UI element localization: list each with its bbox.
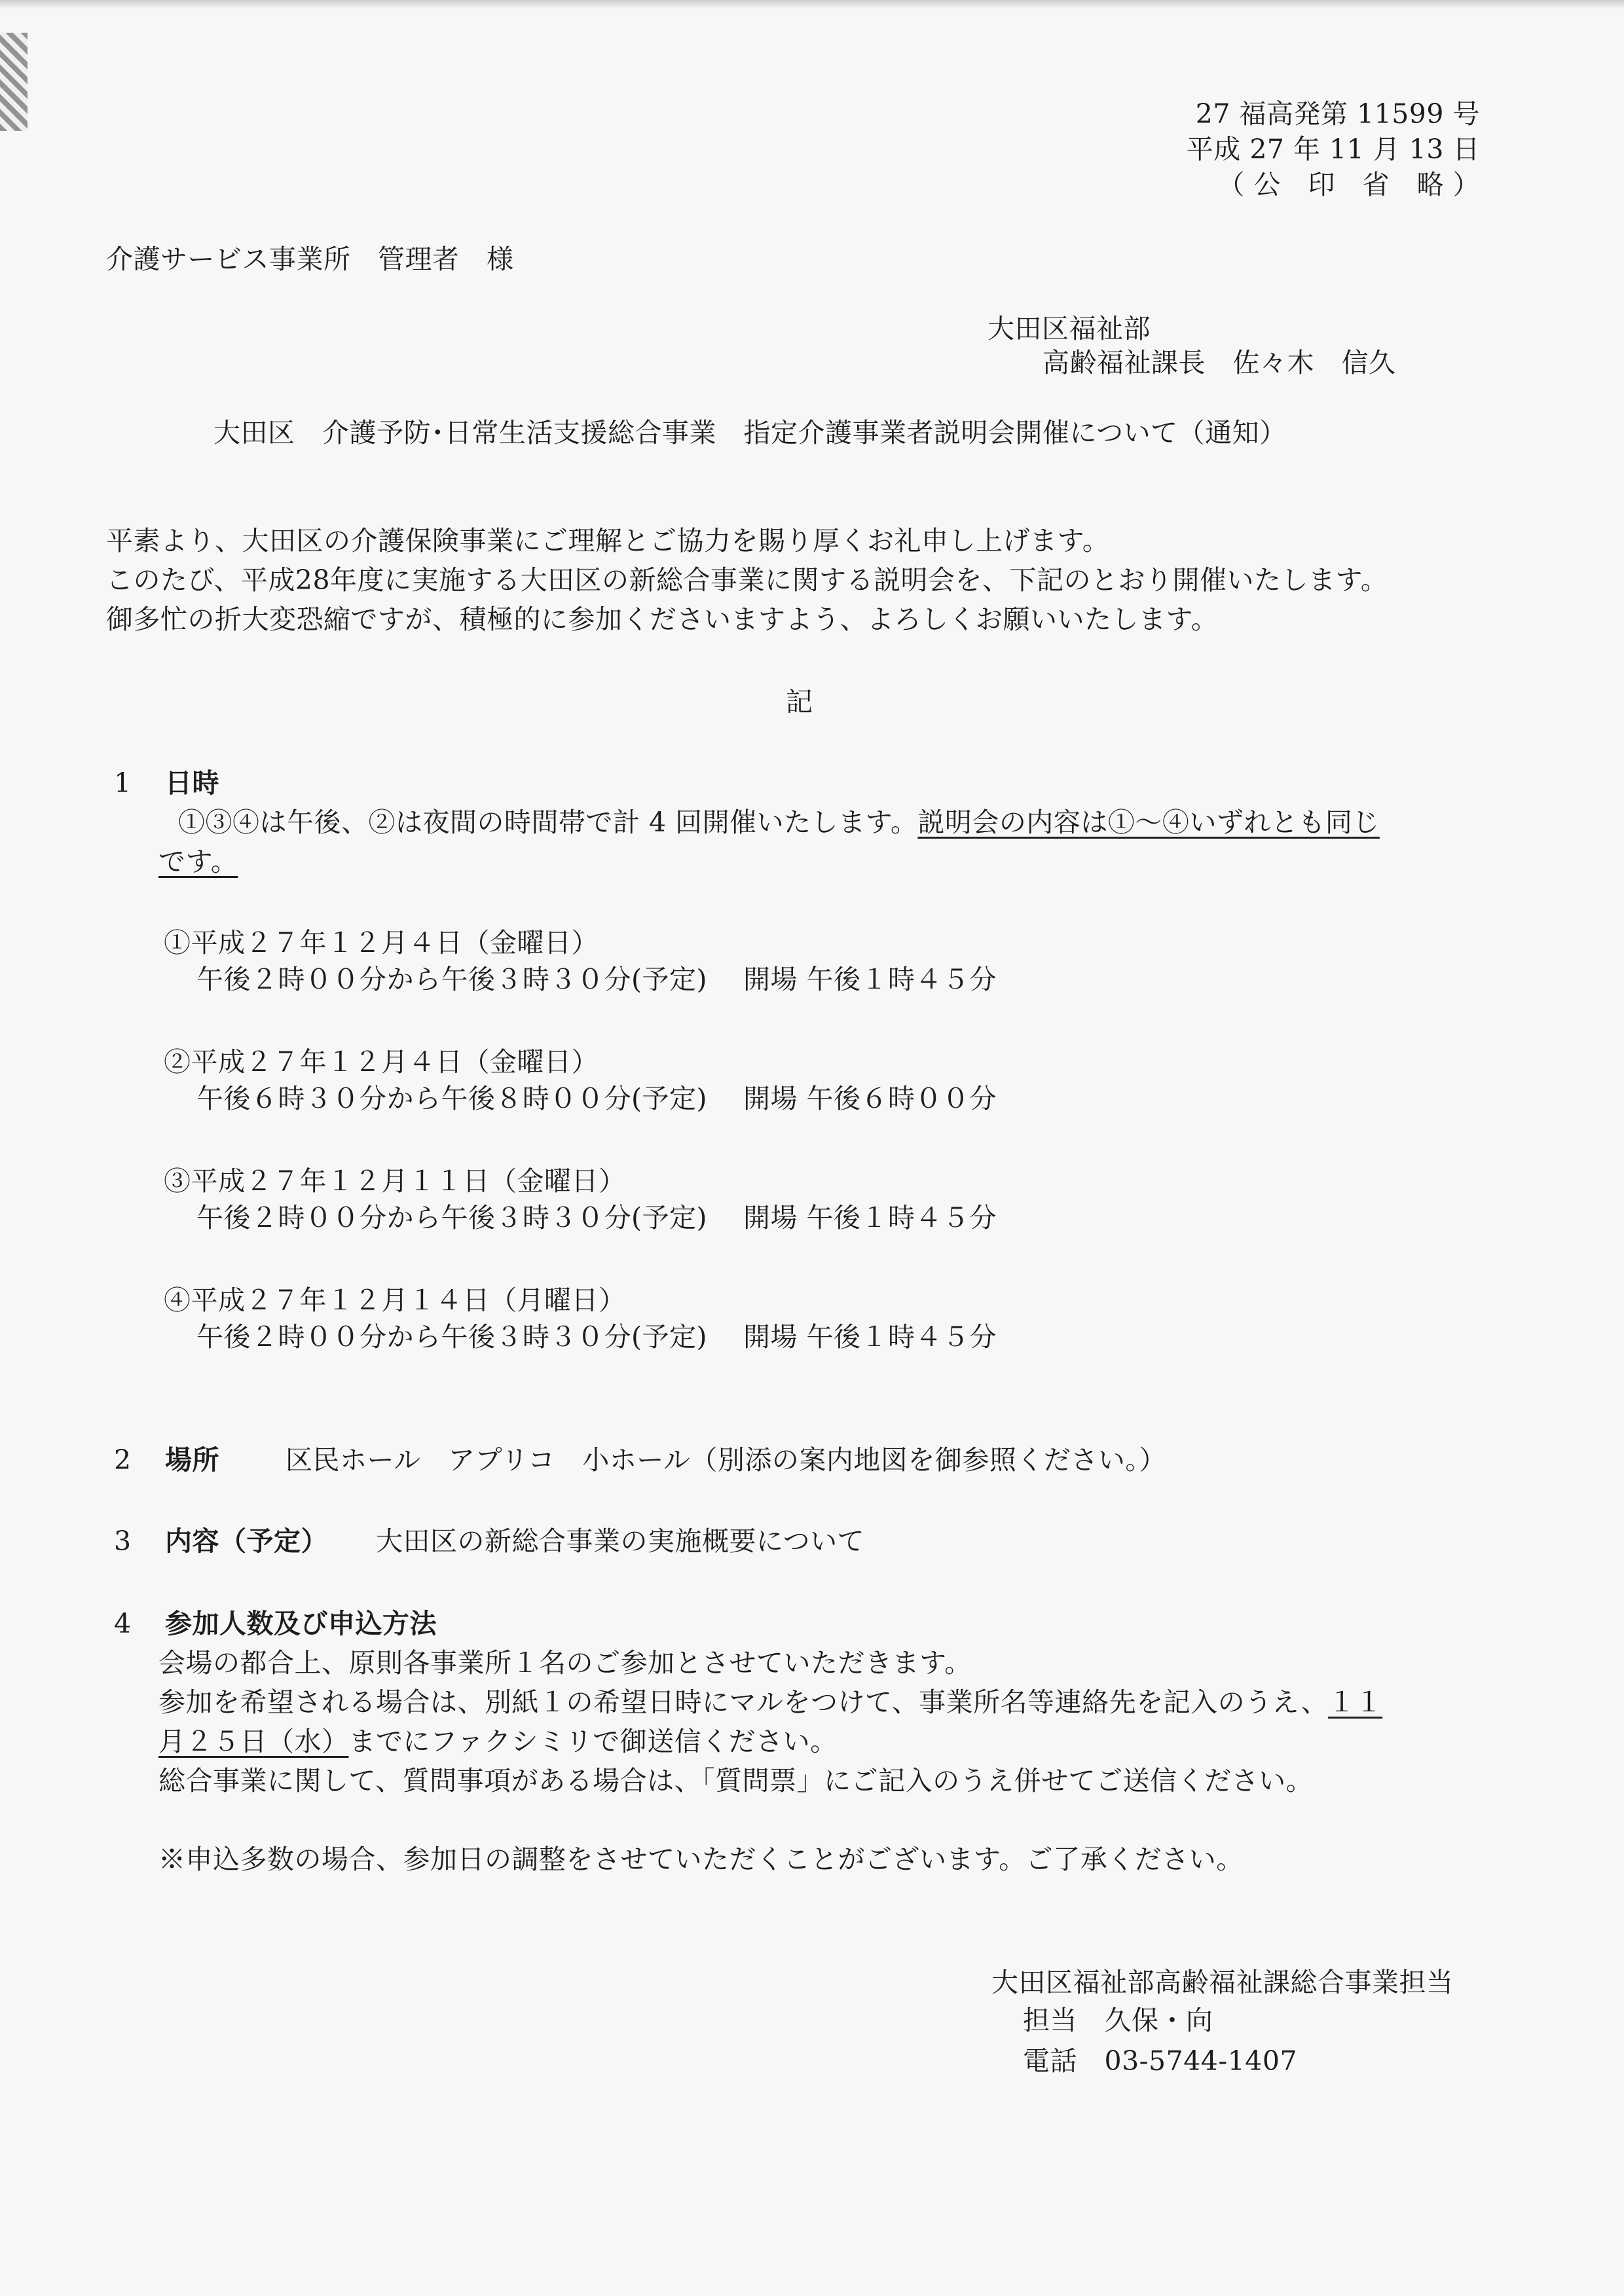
section4-line3 [158,1726,838,1758]
doc-number: 27 福高発第 11599 号 [1195,98,1480,130]
section4-number: 4 [114,1608,132,1639]
doc-date: 平成 27 年 11 月 13 日 [1186,134,1480,165]
addressee: 介護サービス事業所 管理者 様 [106,244,514,275]
section1-line1-underlined: 説明会の内容は①～④いずれとも同じ [917,807,1380,838]
session-2-time: 午後６時３０分から午後８時００分(予定) 開場 午後６時００分 [196,1083,997,1114]
scan-edge [0,0,1624,9]
ki-marker: 記 [786,686,813,718]
session-2-date: ②平成２７年１２月４日（金曜日） [164,1046,599,1078]
section1-line2 [158,846,238,878]
session-4-time: 午後２時００分から午後３時３０分(予定) 開場 午後１時４５分 [196,1321,997,1353]
section4-line3-plain: までにファクシミリで御送信ください。 [348,1726,838,1757]
section2-number: 2 [114,1444,132,1476]
section4-heading: 参加人数及び申込方法 [165,1608,437,1639]
section3-number: 3 [114,1525,132,1557]
section3-text: 大田区の新総合事業の実施概要について [376,1525,865,1557]
seal-omitted-note: （ 公 印 省 略 ） [1217,169,1480,200]
session-3-time: 午後２時００分から午後３時３０分(予定) 開場 午後１時４５分 [196,1202,997,1233]
section4-note: ※申込多数の場合、参加日の調整をさせていただくことがございます。ご了承ください。 [158,1844,1244,1875]
section4-line4: 総合事業に関して、質問事項がある場合は、「質問票」にご記入のうえ併せてご送信ください。 [158,1765,1314,1796]
section4-line2-underlined: １１ [1328,1686,1383,1718]
section3-heading: 内容（予定） [165,1525,328,1557]
session-1-date: ①平成２７年１２月４日（金曜日） [164,927,599,958]
contact-office: 大田区福祉部高齢福祉課総合事業担当 [991,1967,1454,1998]
section4-line1: 会場の都合上、原則各事業所１名のご参加とさせていただきます。 [158,1647,972,1679]
section1-line2-underlined: です。 [158,846,238,877]
contact-phone: 電話 03-5744-1407 [1023,2045,1298,2077]
scan-punch-marks [0,33,28,131]
section4-line2-plain: 参加を希望される場合は、別紙１の希望日時にマルをつけて、事業所名等連絡先を記入のうえ、 [158,1686,1329,1718]
section1-line1-plain: ①③④は午後、②は夜間の時間帯で計 4 回開催いたします。 [178,807,918,838]
section2-heading: 場所 [165,1444,219,1476]
intro-line-3: 御多忙の折大変恐縮ですが、積極的に参加くださいますよう、よろしくお願いいたします。 [106,604,1219,635]
session-3-date: ③平成２７年１２月１１日（金曜日） [164,1165,626,1197]
sender-title-name: 高齢福祉課長 佐々木 信久 [1043,347,1396,378]
section2-text: 区民ホール アプリコ 小ホール（別添の案内地図を御参照ください。） [286,1444,1166,1476]
section1-number: 1 [114,767,132,799]
section1-heading: 日時 [165,767,219,799]
intro-line-1: 平素より、大田区の介護保険事業にご理解とご協力を賜り厚くお礼申し上げます。 [106,525,1110,556]
section1-line1 [178,807,1380,839]
section4-line3-underlined: 月２５日（水） [158,1726,349,1757]
contact-staff: 担当 久保・向 [1023,2005,1213,2036]
sender-dept: 大田区福祉部 [987,313,1151,344]
intro-line-2: このたび、平成28年度に実施する大田区の新総合事業に関する説明会を、下記のとおり開催いたします。 [106,564,1388,596]
session-1-time: 午後２時００分から午後３時３０分(予定) 開場 午後１時４５分 [196,964,997,995]
section4-line2 [158,1686,1382,1719]
session-4-date: ④平成２７年１２月１４日（月曜日） [164,1285,626,1316]
document-title: 大田区 介護予防･日常生活支援総合事業 指定介護事業者説明会開催について（通知） [213,417,1287,448]
